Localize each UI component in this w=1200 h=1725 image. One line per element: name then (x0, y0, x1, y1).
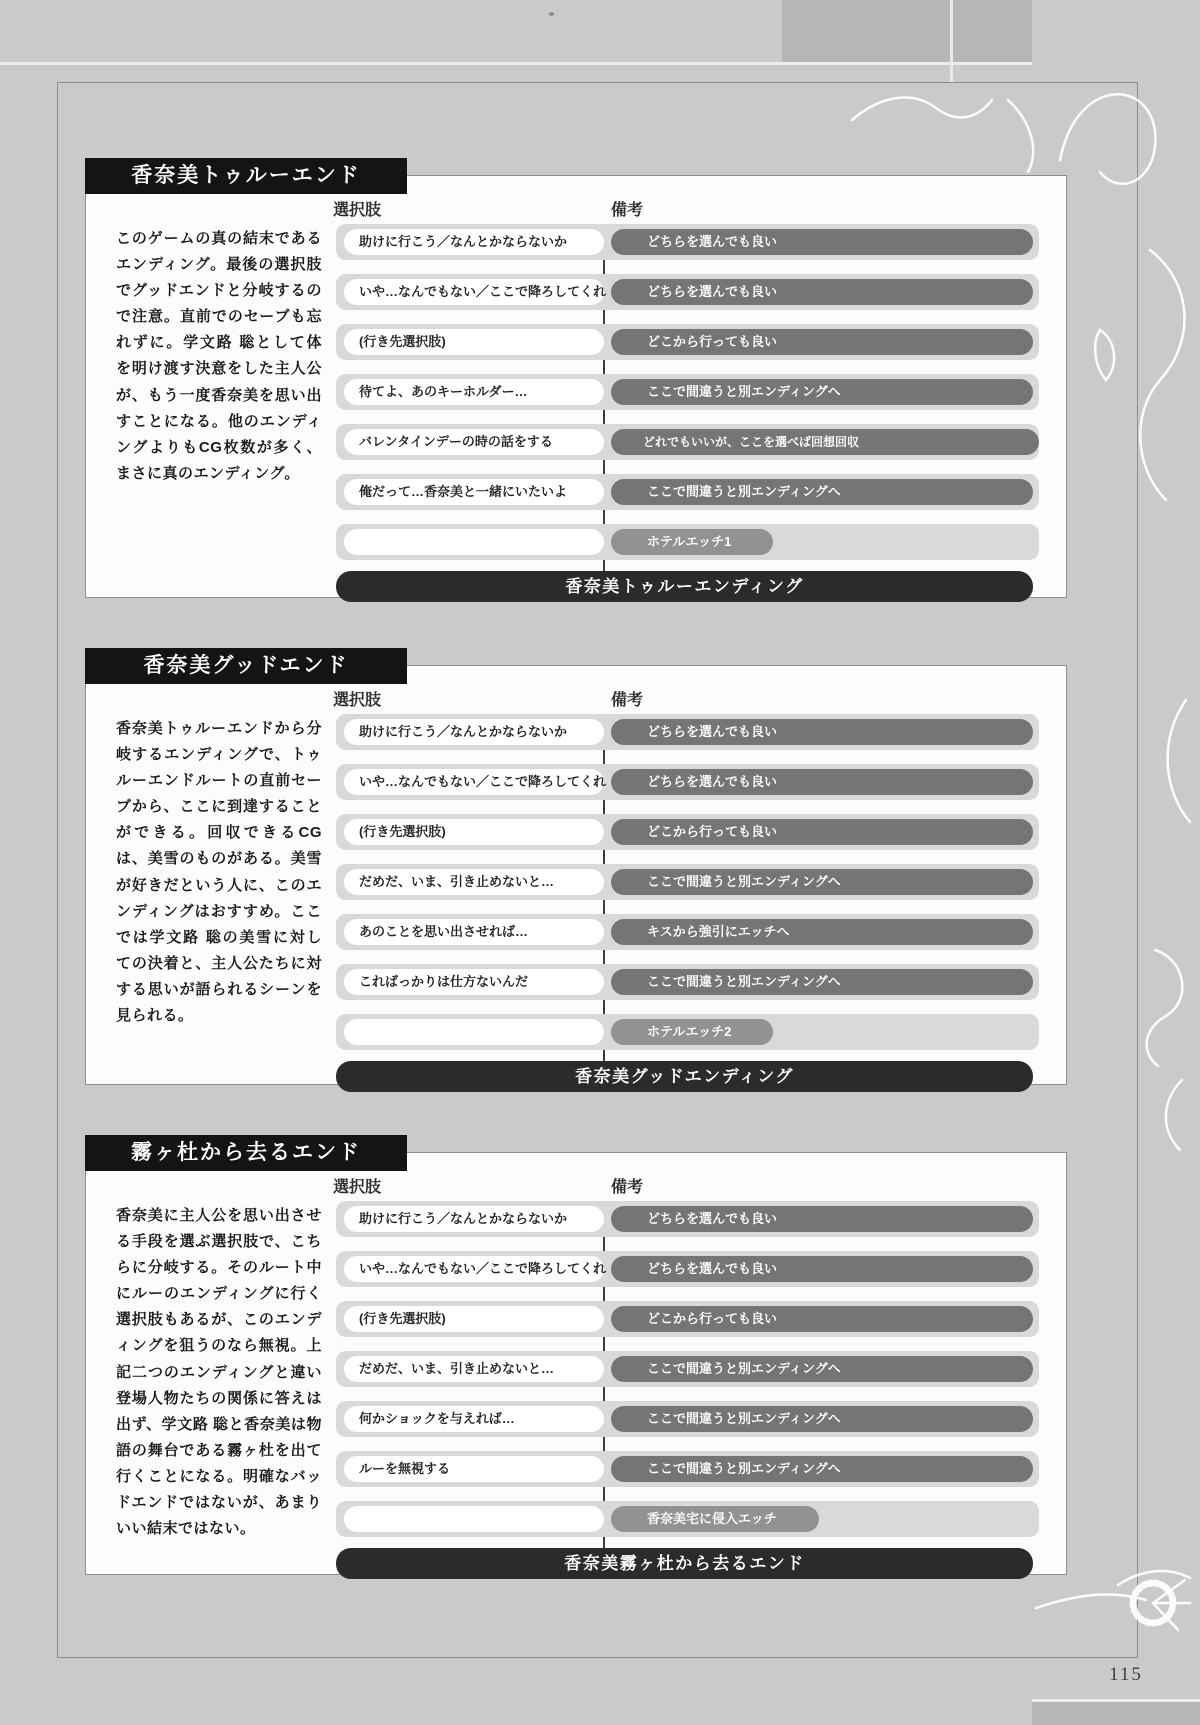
note-pill: ここで間違うと別エンディングへ (611, 869, 1033, 895)
note-pill: どちらを選んでも良い (611, 279, 1033, 305)
choices-column-header: 選択肢 (333, 202, 382, 219)
flow-connector-line (603, 260, 605, 274)
flowchart-row (336, 1251, 1039, 1287)
flowchart-row (336, 714, 1039, 750)
section-title-bar: 霧ヶ杜から去るエンド (85, 1135, 407, 1171)
bottom-divider-line (1032, 1699, 1200, 1702)
note-pill: ここで間違うと別エンディングへ (611, 479, 1033, 505)
flowchart-row (336, 1014, 1039, 1050)
flowchart-rows (86, 1153, 1066, 1574)
flowchart-row (336, 914, 1039, 950)
flowchart-row (336, 1201, 1039, 1237)
flow-connector-line (603, 900, 605, 914)
flow-connector-line (603, 510, 605, 524)
section-title-bar: 香奈美トゥルーエンド (85, 158, 407, 194)
bottom-gray-tab-block (1032, 1702, 1200, 1725)
ending-result-bar: 香奈美霧ヶ杜から去るエンド (336, 1548, 1033, 1579)
flow-connector-line (603, 1337, 605, 1351)
choice-pill: 俺だって…香奈美と一緒にいたいよ (344, 479, 604, 505)
ending-result-bar: 香奈美グッドエンディング (336, 1061, 1033, 1092)
choice-pill: いや…なんでもない／ここで降ろしてくれ (344, 769, 604, 795)
choice-pill: いや…なんでもない／ここで降ろしてくれ (344, 1256, 604, 1282)
flowchart-row (336, 324, 1039, 360)
section-description: このゲームの真の結末であるエンディング。最後の選択肢でグッドエンドと分岐するので注意。直前でのセーブも忘れずに。学文路 聡として体を明け渡す決意をした主人公が、もう一度香奈美を思い出すことになる。他のエンディングよりもCG枚数が多く、まさに真のエンディング。 (116, 230, 322, 482)
flow-connector-line (603, 950, 605, 964)
choice-pill (344, 529, 604, 555)
ending-section-panel (85, 164, 1067, 598)
note-pill: ここで間違うと別エンディングへ (611, 379, 1033, 405)
choice-pill: こればっかりは仕方ないんだ (344, 969, 604, 995)
flowchart-row (336, 814, 1039, 850)
flowchart-row (336, 424, 1039, 460)
top-gray-tab-block (782, 0, 1032, 62)
choice-pill: バレンタインデーの時の話をする (344, 429, 604, 455)
section-title-bar: 香奈美グッドエンド (85, 648, 407, 684)
note-pill: ホテルエッチ2 (611, 1019, 773, 1045)
choice-pill (344, 1019, 604, 1045)
flowchart-row (336, 1451, 1039, 1487)
flow-connector-line (603, 460, 605, 474)
top-white-tick (950, 0, 953, 82)
choice-pill: 待てよ、あのキーホルダー… (344, 379, 604, 405)
flowchart-row (336, 864, 1039, 900)
note-pill: ここで間違うと別エンディングへ (611, 1456, 1033, 1482)
note-pill: どれでもいいが、ここを選べば回想回収 (611, 429, 1039, 455)
note-pill: どちらを選んでも良い (611, 1256, 1033, 1282)
note-pill: ここで間違うと別エンディングへ (611, 1406, 1033, 1432)
note-pill: どこから行っても良い (611, 1306, 1033, 1332)
flow-connector-line (603, 410, 605, 424)
ending-section-panel (85, 1141, 1067, 1575)
flow-connector-line (603, 800, 605, 814)
flow-connector-line (603, 1437, 605, 1451)
choice-pill: (行き先選択肢) (344, 1306, 604, 1332)
choice-pill: だめだ、いま、引き止めないと… (344, 869, 604, 895)
notes-column-header: 備考 (611, 202, 644, 219)
choice-pill: だめだ、いま、引き止めないと… (344, 1356, 604, 1382)
choice-pill: (行き先選択肢) (344, 819, 604, 845)
flowchart-row (336, 764, 1039, 800)
flowchart-row (336, 374, 1039, 410)
choice-pill (344, 1506, 604, 1532)
flow-connector-line (603, 850, 605, 864)
note-pill: ホテルエッチ1 (611, 529, 773, 555)
note-pill: どこから行っても良い (611, 329, 1033, 355)
note-pill: どちらを選んでも良い (611, 229, 1033, 255)
choice-pill: (行き先選択肢) (344, 329, 604, 355)
choice-pill: 何かショックを与えれば… (344, 1406, 604, 1432)
notes-column-header: 備考 (611, 692, 644, 709)
flowchart-row (336, 274, 1039, 310)
choices-column-header: 選択肢 (333, 1179, 382, 1196)
choice-pill: 助けに行こう／なんとかならないか (344, 229, 604, 255)
choice-pill: 助けに行こう／なんとかならないか (344, 719, 604, 745)
note-pill: ここで間違うと別エンディングへ (611, 1356, 1033, 1382)
note-pill: どちらを選んでも良い (611, 769, 1033, 795)
choice-pill: あのことを思い出させれば… (344, 919, 604, 945)
flowchart-row (336, 964, 1039, 1000)
note-pill: どこから行っても良い (611, 819, 1033, 845)
flow-connector-line (603, 1237, 605, 1251)
flowchart-row (336, 1351, 1039, 1387)
note-pill: 香奈美宅に侵入エッチ (611, 1506, 819, 1532)
note-pill: どちらを選んでも良い (611, 1206, 1033, 1232)
top-divider-line (0, 62, 1032, 65)
choice-pill: いや…なんでもない／ここで降ろしてくれ (344, 279, 604, 305)
flow-connector-line (603, 310, 605, 324)
flowchart-rows (86, 666, 1066, 1084)
section-description: 香奈美に主人公を思い出させる手段を選ぶ選択肢で、こちらに分岐する。そのルート中にルーのエンディングに行く選択肢もあるが、このエンディングを狙うのなら無視。上記二つのエンディングと違い登場人物たちの関係に答えは出ず、学文路 聡と香奈美は物語の舞台である霧ヶ杜を出て行くことになる。明確なバッドエンドではないが、あまりいい結末ではない。 (116, 1207, 322, 1538)
ending-section-panel (85, 654, 1067, 1086)
choice-pill: 助けに行こう／なんとかならないか (344, 1206, 604, 1232)
page-number: 115 (1109, 1664, 1143, 1685)
section-description: 香奈美トゥルーエンドから分岐するエンディングで、トゥルーエンドルートの直前セーブから、ここに到達することができる。回収できるCGは、美雪のものがある。美雪が好きだという人に、このエンディングはおすすめ。ここでは学文路 聡の美雪に対しての決着と、主人公たちに対する思いが語られるシーンを見られる。 (116, 720, 322, 1025)
flow-connector-line (603, 1287, 605, 1301)
choices-column-header: 選択肢 (333, 692, 382, 709)
flow-connector-line (603, 1387, 605, 1401)
scan-speck (549, 12, 554, 16)
flowchart-rows (86, 176, 1066, 597)
flowchart-row (336, 1501, 1039, 1537)
notes-column-header: 備考 (611, 1179, 644, 1196)
flowchart-row (336, 224, 1039, 260)
flowchart-row (336, 474, 1039, 510)
flow-connector-line (603, 360, 605, 374)
flowchart-row (336, 524, 1039, 560)
choice-pill: ルーを無視する (344, 1456, 604, 1482)
flow-connector-line (603, 750, 605, 764)
flow-connector-line (603, 1000, 605, 1014)
flowchart-row (336, 1301, 1039, 1337)
flowchart-row (336, 1401, 1039, 1437)
note-pill: ここで間違うと別エンディングへ (611, 969, 1033, 995)
note-pill: キスから強引にエッチへ (611, 919, 1033, 945)
ending-result-bar: 香奈美トゥルーエンディング (336, 571, 1033, 602)
flow-connector-line (603, 1487, 605, 1501)
note-pill: どちらを選んでも良い (611, 719, 1033, 745)
